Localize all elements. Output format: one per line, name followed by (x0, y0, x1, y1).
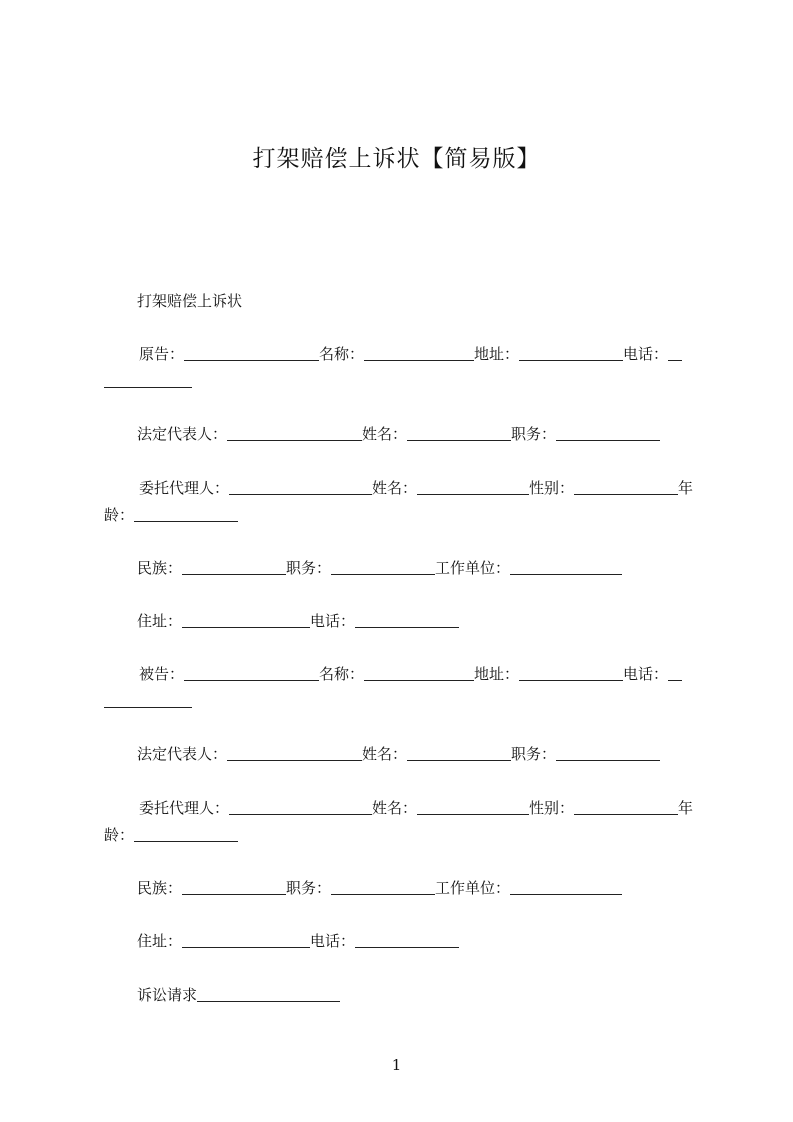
plaintiff-age-field[interactable] (134, 505, 238, 522)
plaintiff-residence-line (104, 608, 704, 635)
defendant-age-label-b: 龄： (104, 826, 135, 844)
plaintiff-address-field[interactable] (519, 344, 623, 361)
defendant-phone-field-cont[interactable] (104, 691, 192, 708)
plaintiff-tel-label: 电话： (310, 612, 356, 630)
plaintiff-rep-name-label: 姓名： (362, 425, 408, 443)
plaintiff-field[interactable] (184, 344, 319, 361)
plaintiff-name-label: 名称： (319, 345, 365, 363)
defendant-agent-name-field[interactable] (417, 798, 529, 815)
defendant-age-field[interactable] (134, 825, 238, 842)
defendant-rep-name-field[interactable] (407, 744, 511, 761)
plaintiff-gender-field[interactable] (574, 478, 678, 495)
plaintiff-legal-rep-field[interactable] (227, 424, 362, 441)
defendant-gender-label: 性别： (529, 799, 575, 817)
defendant-line (104, 661, 704, 688)
defendant-residence-label: 住址： (137, 932, 183, 950)
plaintiff-gender-label: 性别： (529, 479, 575, 497)
defendant-agent-field[interactable] (229, 798, 372, 815)
plaintiff-label: 原告： (139, 345, 185, 363)
defendant-phone-label: 电话： (623, 665, 669, 683)
plaintiff-line-wrap (104, 368, 704, 395)
plaintiff-agent-name-label: 姓名： (372, 479, 418, 497)
defendant-duty-field[interactable] (331, 878, 435, 895)
claims-line (104, 982, 704, 1009)
defendant-legal-rep-label: 法定代表人： (137, 745, 228, 763)
page-number: 1 (391, 1056, 402, 1074)
defendant-tel-field[interactable] (355, 931, 459, 948)
defendant-residence-line (104, 928, 704, 955)
defendant-agent-name-label: 姓名： (372, 799, 418, 817)
defendant-duty-label: 职务： (286, 879, 332, 897)
plaintiff-age-line (104, 502, 704, 529)
defendant-rep-duty-label: 职务： (511, 745, 557, 763)
claims-label: 诉讼请求 (137, 986, 198, 1004)
plaintiff-phone-label: 电话： (623, 345, 669, 363)
defendant-legal-rep-field[interactable] (227, 744, 362, 761)
defendant-name-label: 名称： (319, 665, 365, 683)
plaintiff-rep-duty-label: 职务： (511, 425, 557, 443)
defendant-tel-label: 电话： (310, 932, 356, 950)
plaintiff-agent-field[interactable] (229, 478, 372, 495)
plaintiff-residence-label: 住址： (137, 612, 183, 630)
plaintiff-rep-name-field[interactable] (407, 424, 511, 441)
defendant-age-line (104, 822, 704, 849)
defendant-residence-field[interactable] (182, 931, 310, 948)
defendant-agent-label: 委托代理人： (139, 799, 230, 817)
defendant-label: 被告： (139, 665, 185, 683)
defendant-work-unit-label: 工作单位： (435, 879, 511, 897)
document-title: 打架赔偿上诉状【简易版】 (252, 146, 541, 172)
plaintiff-rep-duty-field[interactable] (556, 424, 660, 441)
defendant-agent-line (104, 795, 704, 822)
plaintiff-duty-label: 职务： (286, 559, 332, 577)
plaintiff-phone-field-cont[interactable] (104, 371, 192, 388)
defendant-field[interactable] (184, 664, 319, 681)
defendant-rep-name-label: 姓名： (362, 745, 408, 763)
defendant-legal-rep-line (104, 741, 704, 768)
plaintiff-age-label-b: 龄： (104, 506, 135, 524)
defendant-phone-field[interactable] (668, 664, 682, 681)
defendant-ethnic-field[interactable] (182, 878, 286, 895)
plaintiff-line (104, 341, 704, 368)
document-heading: 打架赔偿上诉状 (137, 292, 243, 310)
plaintiff-legal-rep-line (104, 421, 704, 448)
plaintiff-ethnic-line (104, 555, 704, 582)
plaintiff-agent-name-field[interactable] (417, 478, 529, 495)
defendant-age-label-a: 年 (678, 799, 694, 817)
plaintiff-ethnic-label: 民族： (137, 559, 183, 577)
defendant-rep-duty-field[interactable] (556, 744, 660, 761)
defendant-address-label: 地址： (474, 665, 520, 683)
defendant-ethnic-line (104, 875, 704, 902)
plaintiff-age-label-a: 年 (678, 479, 694, 497)
plaintiff-phone-field[interactable] (668, 344, 682, 361)
defendant-ethnic-label: 民族： (137, 879, 183, 897)
plaintiff-work-unit-field[interactable] (510, 558, 622, 575)
plaintiff-duty-field[interactable] (331, 558, 435, 575)
defendant-name-field[interactable] (364, 664, 474, 681)
plaintiff-ethnic-field[interactable] (182, 558, 286, 575)
defendant-line-wrap (104, 688, 704, 715)
plaintiff-work-unit-label: 工作单位： (435, 559, 511, 577)
defendant-gender-field[interactable] (574, 798, 678, 815)
plaintiff-agent-label: 委托代理人： (139, 479, 230, 497)
plaintiff-name-field[interactable] (364, 344, 474, 361)
defendant-work-unit-field[interactable] (510, 878, 622, 895)
plaintiff-legal-rep-label: 法定代表人： (137, 425, 228, 443)
claims-field[interactable] (197, 985, 340, 1002)
plaintiff-tel-field[interactable] (355, 611, 459, 628)
plaintiff-address-label: 地址： (474, 345, 520, 363)
plaintiff-residence-field[interactable] (182, 611, 310, 628)
plaintiff-agent-line (104, 475, 704, 502)
defendant-address-field[interactable] (519, 664, 623, 681)
